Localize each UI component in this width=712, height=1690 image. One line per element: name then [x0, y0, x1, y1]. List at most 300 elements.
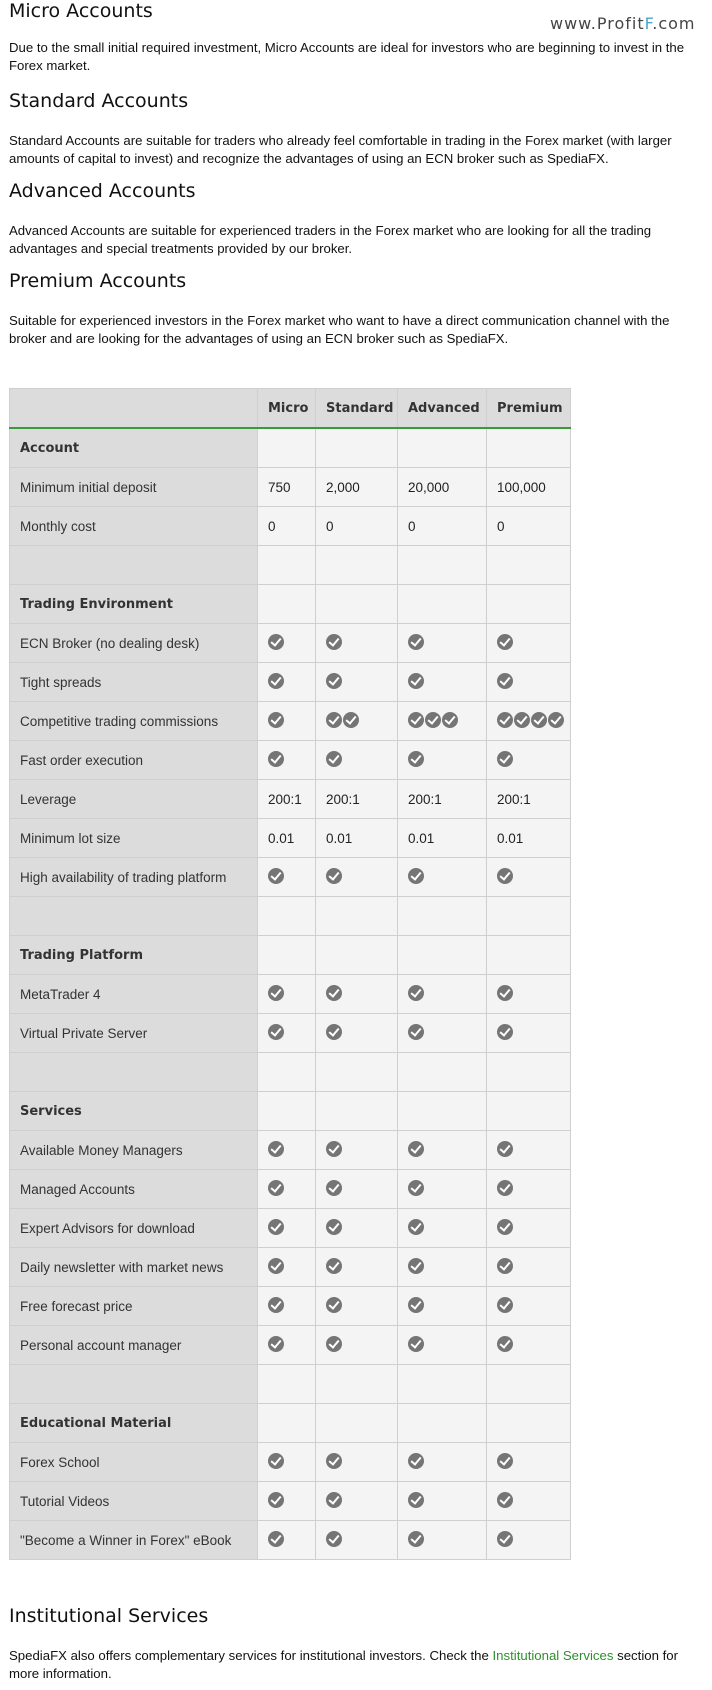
check-group: [268, 1492, 284, 1508]
feature-label: Competitive trading commissions: [10, 702, 258, 741]
check-group: [497, 1141, 513, 1157]
checkmark-icon: [408, 712, 424, 728]
checkmark-icon: [408, 634, 424, 650]
value-cell-micro: 750: [258, 468, 316, 507]
checkmark-icon: [268, 751, 284, 767]
check-group: [497, 868, 513, 884]
check-cell-premium: [487, 1443, 571, 1482]
checkmark-icon: [408, 1453, 424, 1469]
check-cell-micro: [258, 663, 316, 702]
checkmark-icon: [497, 1258, 513, 1274]
check-group: [268, 868, 284, 884]
check-group: [326, 1258, 342, 1274]
value-cell-premium: 0: [487, 507, 571, 546]
check-group: [268, 712, 284, 728]
empty-cell: [258, 1404, 316, 1443]
empty-cell: [398, 936, 487, 975]
account-comparison-table: [9, 388, 571, 1560]
check-cell-micro: [258, 1521, 316, 1560]
checkmark-icon: [408, 673, 424, 689]
checkmark-icon: [268, 868, 284, 884]
empty-cell: [487, 1404, 571, 1443]
value-cell-micro: 0.01: [258, 819, 316, 858]
watermark-suffix: .com: [652, 14, 696, 33]
watermark-accent: F: [644, 14, 653, 33]
check-cell-standard: [316, 1443, 398, 1482]
checkmark-icon: [326, 1258, 342, 1274]
feature-label: MetaTrader 4: [10, 975, 258, 1014]
check-group: [408, 1180, 424, 1196]
check-group: [497, 673, 513, 689]
check-cell-premium: [487, 624, 571, 663]
checkmark-icon: [497, 634, 513, 650]
checkmark-icon: [326, 868, 342, 884]
feature-label: High availability of trading platform: [10, 858, 258, 897]
check-group: [326, 1219, 342, 1235]
section-text: Due to the small initial required investment, Micro Accounts are ideal for investors who are beginning to invest in the Forex market.: [9, 40, 685, 73]
checkmark-icon: [497, 712, 513, 728]
table-row: [10, 468, 571, 507]
section-institutional-services: [9, 1605, 705, 1683]
check-cell-advanced: [398, 975, 487, 1014]
check-group: [268, 985, 284, 1001]
check-cell-standard: [316, 1521, 398, 1560]
value-cell-micro: 0: [258, 507, 316, 546]
check-group: [408, 712, 458, 728]
check-group: [408, 1219, 424, 1235]
spacer-cell: [10, 1053, 258, 1092]
check-group: [408, 1024, 424, 1040]
empty-cell: [487, 585, 571, 624]
check-cell-micro: [258, 624, 316, 663]
checkmark-icon: [268, 1336, 284, 1352]
check-cell-micro: [258, 1014, 316, 1053]
empty-cell: [258, 1092, 316, 1131]
check-group: [268, 1141, 284, 1157]
section-title: Institutional Services: [9, 1605, 209, 1627]
checkmark-icon: [268, 712, 284, 728]
check-cell-advanced: [398, 858, 487, 897]
check-cell-standard: [316, 1209, 398, 1248]
checkmark-icon: [408, 1336, 424, 1352]
empty-cell: [258, 546, 316, 585]
category-label: Account: [10, 428, 258, 468]
column-header-micro: Micro: [258, 389, 316, 429]
section-text: [9, 1647, 705, 1683]
check-cell-advanced: [398, 1209, 487, 1248]
check-cell-premium: [487, 1170, 571, 1209]
check-cell-advanced: [398, 1287, 487, 1326]
category-row: [10, 428, 571, 468]
header-feature-cell: [10, 389, 258, 429]
check-cell-micro: [258, 1131, 316, 1170]
category-row: [10, 936, 571, 975]
table-row: [10, 975, 571, 1014]
checkmark-icon: [497, 1180, 513, 1196]
empty-cell: [398, 1404, 487, 1443]
table-row: [10, 1131, 571, 1170]
check-group: [326, 751, 342, 767]
table-header-row: [10, 389, 571, 429]
empty-cell: [398, 1092, 487, 1131]
check-cell-standard: [316, 1014, 398, 1053]
check-group: [268, 1258, 284, 1274]
table-row: [10, 1443, 571, 1482]
spacer-row: [10, 546, 571, 585]
check-group: [268, 1219, 284, 1235]
checkmark-icon: [408, 1531, 424, 1547]
check-group: [408, 673, 424, 689]
spacer-cell: [10, 897, 258, 936]
checkmark-icon: [326, 985, 342, 1001]
checkmark-icon: [442, 712, 458, 728]
check-group: [326, 1180, 342, 1196]
checkmark-icon: [343, 712, 359, 728]
checkmark-icon: [408, 1258, 424, 1274]
check-cell-advanced: [398, 1443, 487, 1482]
value-cell-standard: 200:1: [316, 780, 398, 819]
value-cell-advanced: 0.01: [398, 819, 487, 858]
table-row: [10, 624, 571, 663]
checkmark-icon: [408, 1219, 424, 1235]
category-label: Trading Environment: [10, 585, 258, 624]
checkmark-icon: [326, 1336, 342, 1352]
check-cell-premium: [487, 1248, 571, 1287]
check-cell-premium: [487, 741, 571, 780]
checkmark-icon: [497, 868, 513, 884]
spacer-row: [10, 897, 571, 936]
spacer-row: [10, 1365, 571, 1404]
checkmark-icon: [268, 673, 284, 689]
check-cell-micro: [258, 1209, 316, 1248]
checkmark-icon: [408, 1141, 424, 1157]
empty-cell: [258, 1365, 316, 1404]
section-advanced-accounts: [9, 180, 705, 258]
check-group: [326, 1297, 342, 1313]
checkmark-icon: [425, 712, 441, 728]
value-cell-premium: 0.01: [487, 819, 571, 858]
check-cell-micro: [258, 741, 316, 780]
checkmark-icon: [268, 1531, 284, 1547]
check-cell-advanced: [398, 1170, 487, 1209]
feature-label: Managed Accounts: [10, 1170, 258, 1209]
section-title: Premium Accounts: [9, 270, 187, 292]
check-cell-micro: [258, 1248, 316, 1287]
checkmark-icon: [497, 673, 513, 689]
check-cell-standard: [316, 1482, 398, 1521]
table-row: [10, 507, 571, 546]
check-group: [408, 751, 424, 767]
check-group: [497, 712, 564, 728]
checkmark-icon: [268, 985, 284, 1001]
section-premium-accounts: [9, 270, 705, 348]
category-row: [10, 585, 571, 624]
checkmark-icon: [497, 1024, 513, 1040]
check-cell-advanced: [398, 1131, 487, 1170]
table-row: [10, 1326, 571, 1365]
check-cell-micro: [258, 702, 316, 741]
check-group: [497, 1219, 513, 1235]
table-row: [10, 780, 571, 819]
empty-cell: [316, 1404, 398, 1443]
feature-label: Forex School: [10, 1443, 258, 1482]
value-cell-advanced: 200:1: [398, 780, 487, 819]
checkmark-icon: [497, 1141, 513, 1157]
value-cell-standard: 0.01: [316, 819, 398, 858]
empty-cell: [487, 1092, 571, 1131]
checkmark-icon: [514, 712, 530, 728]
column-header-advanced: Advanced: [398, 389, 487, 429]
check-group: [408, 1453, 424, 1469]
table-row: [10, 702, 571, 741]
checkmark-icon: [326, 751, 342, 767]
checkmark-icon: [268, 1258, 284, 1274]
check-cell-micro: [258, 858, 316, 897]
checkmark-icon: [268, 1492, 284, 1508]
value-cell-micro: 200:1: [258, 780, 316, 819]
checkmark-icon: [408, 1180, 424, 1196]
empty-cell: [316, 1053, 398, 1092]
check-group: [268, 1336, 284, 1352]
check-group: [408, 985, 424, 1001]
checkmark-icon: [408, 1024, 424, 1040]
spacer-row: [10, 1053, 571, 1092]
check-cell-standard: [316, 624, 398, 663]
value-cell-standard: 2,000: [316, 468, 398, 507]
check-group: [497, 1453, 513, 1469]
table-row: [10, 1287, 571, 1326]
watermark-prefix: www.Profit: [550, 14, 645, 33]
table-row: [10, 1170, 571, 1209]
check-cell-standard: [316, 1287, 398, 1326]
value-cell-standard: 0: [316, 507, 398, 546]
section-title: Standard Accounts: [9, 90, 189, 112]
checkmark-icon: [326, 1531, 342, 1547]
check-cell-standard: [316, 741, 398, 780]
feature-label: Minimum lot size: [10, 819, 258, 858]
check-group: [497, 1336, 513, 1352]
checkmark-icon: [326, 1219, 342, 1235]
checkmark-icon: [268, 1297, 284, 1313]
empty-cell: [316, 936, 398, 975]
check-cell-advanced: [398, 624, 487, 663]
check-group: [497, 1180, 513, 1196]
check-group: [408, 1297, 424, 1313]
check-cell-advanced: [398, 741, 487, 780]
checkmark-icon: [408, 985, 424, 1001]
column-header-standard: Standard: [316, 389, 398, 429]
checkmark-icon: [497, 1297, 513, 1313]
check-group: [326, 1453, 342, 1469]
feature-label: Available Money Managers: [10, 1131, 258, 1170]
empty-cell: [487, 428, 571, 468]
check-cell-premium: [487, 663, 571, 702]
empty-cell: [258, 585, 316, 624]
check-group: [326, 1531, 342, 1547]
check-group: [268, 1297, 284, 1313]
feature-label: Daily newsletter with market news: [10, 1248, 258, 1287]
feature-label: ECN Broker (no dealing desk): [10, 624, 258, 663]
check-group: [497, 634, 513, 650]
check-group: [268, 751, 284, 767]
feature-label: Free forecast price: [10, 1287, 258, 1326]
feature-label: Personal account manager: [10, 1326, 258, 1365]
checkmark-icon: [268, 1219, 284, 1235]
check-cell-advanced: [398, 1014, 487, 1053]
check-group: [497, 1297, 513, 1313]
check-cell-advanced: [398, 1521, 487, 1560]
check-group: [326, 1492, 342, 1508]
empty-cell: [398, 428, 487, 468]
check-cell-advanced: [398, 1248, 487, 1287]
check-cell-advanced: [398, 1326, 487, 1365]
value-cell-premium: 200:1: [487, 780, 571, 819]
table-row: [10, 819, 571, 858]
check-cell-premium: [487, 1326, 571, 1365]
empty-cell: [487, 897, 571, 936]
check-cell-standard: [316, 1326, 398, 1365]
check-cell-premium: [487, 1209, 571, 1248]
feature-label: Monthly cost: [10, 507, 258, 546]
check-cell-standard: [316, 663, 398, 702]
checkmark-icon: [531, 712, 547, 728]
table-row: [10, 1248, 571, 1287]
check-cell-premium: [487, 1287, 571, 1326]
column-header-premium: Premium: [487, 389, 571, 429]
check-group: [408, 868, 424, 884]
checkmark-icon: [268, 1024, 284, 1040]
check-group: [408, 1336, 424, 1352]
checkmark-icon: [326, 634, 342, 650]
check-group: [326, 1336, 342, 1352]
feature-label: Virtual Private Server: [10, 1014, 258, 1053]
check-cell-advanced: [398, 1482, 487, 1521]
feature-label: Expert Advisors for download: [10, 1209, 258, 1248]
checkmark-icon: [326, 1024, 342, 1040]
table-row: [10, 741, 571, 780]
check-cell-premium: [487, 1131, 571, 1170]
check-group: [497, 1492, 513, 1508]
check-group: [268, 1024, 284, 1040]
empty-cell: [398, 897, 487, 936]
check-cell-standard: [316, 1131, 398, 1170]
check-group: [408, 634, 424, 650]
checkmark-icon: [326, 1141, 342, 1157]
category-label: Services: [10, 1092, 258, 1131]
check-group: [497, 1258, 513, 1274]
checkmark-icon: [497, 1531, 513, 1547]
spacer-cell: [10, 546, 258, 585]
checkmark-icon: [497, 1453, 513, 1469]
feature-label: Tight spreads: [10, 663, 258, 702]
check-cell-standard: [316, 702, 398, 741]
value-cell-advanced: 20,000: [398, 468, 487, 507]
empty-cell: [316, 1092, 398, 1131]
check-cell-micro: [258, 1287, 316, 1326]
check-group: [326, 712, 359, 728]
empty-cell: [258, 936, 316, 975]
checkmark-icon: [408, 1492, 424, 1508]
empty-cell: [316, 428, 398, 468]
check-cell-advanced: [398, 702, 487, 741]
empty-cell: [316, 897, 398, 936]
empty-cell: [487, 1053, 571, 1092]
text-after-link: section for more information.: [9, 1648, 678, 1681]
text-before-link: SpediaFX also offers complementary services for institutional investors. Check the: [9, 1648, 493, 1663]
empty-cell: [398, 1053, 487, 1092]
check-group: [408, 1531, 424, 1547]
check-cell-premium: [487, 1482, 571, 1521]
checkmark-icon: [326, 1297, 342, 1313]
check-group: [408, 1492, 424, 1508]
value-cell-premium: 100,000: [487, 468, 571, 507]
spacer-cell: [10, 1365, 258, 1404]
check-cell-premium: [487, 1521, 571, 1560]
empty-cell: [316, 546, 398, 585]
section-title: Advanced Accounts: [9, 180, 196, 202]
check-group: [497, 751, 513, 767]
empty-cell: [316, 1365, 398, 1404]
check-group: [326, 634, 342, 650]
section-text: Suitable for experienced investors in the Forex market who want to have a direct communication channel with the broker and are looking for the advantages of using an ECN broker such as SpediaFX.: [9, 313, 670, 346]
check-group: [497, 1531, 513, 1547]
table-row: [10, 858, 571, 897]
check-cell-standard: [316, 1170, 398, 1209]
category-label: Trading Platform: [10, 936, 258, 975]
table-row: [10, 663, 571, 702]
institutional-services-link[interactable]: Institutional Services: [492, 1648, 614, 1663]
check-group: [268, 634, 284, 650]
feature-label: Minimum initial deposit: [10, 468, 258, 507]
empty-cell: [487, 546, 571, 585]
check-group: [268, 1531, 284, 1547]
feature-label: "Become a Winner in Forex" eBook: [10, 1521, 258, 1560]
empty-cell: [398, 585, 487, 624]
section-micro-accounts: [9, 0, 705, 75]
feature-label: Tutorial Videos: [10, 1482, 258, 1521]
check-cell-standard: [316, 858, 398, 897]
checkmark-icon: [268, 634, 284, 650]
table-row: [10, 1521, 571, 1560]
table-body: [10, 428, 571, 1560]
empty-cell: [487, 936, 571, 975]
empty-cell: [487, 1365, 571, 1404]
checkmark-icon: [326, 1492, 342, 1508]
checkmark-icon: [497, 1336, 513, 1352]
checkmark-icon: [326, 1180, 342, 1196]
section-title: Micro Accounts: [9, 0, 153, 22]
check-group: [408, 1141, 424, 1157]
checkmark-icon: [497, 985, 513, 1001]
empty-cell: [398, 1365, 487, 1404]
checkmark-icon: [326, 712, 342, 728]
check-cell-premium: [487, 1014, 571, 1053]
empty-cell: [258, 428, 316, 468]
category-row: [10, 1404, 571, 1443]
check-cell-standard: [316, 975, 398, 1014]
check-cell-micro: [258, 1443, 316, 1482]
table-row: [10, 1014, 571, 1053]
check-cell-micro: [258, 1326, 316, 1365]
check-group: [326, 1024, 342, 1040]
empty-cell: [316, 585, 398, 624]
check-group: [268, 673, 284, 689]
check-group: [326, 1141, 342, 1157]
checkmark-icon: [408, 751, 424, 767]
check-group: [326, 868, 342, 884]
empty-cell: [258, 1053, 316, 1092]
checkmark-icon: [408, 1297, 424, 1313]
